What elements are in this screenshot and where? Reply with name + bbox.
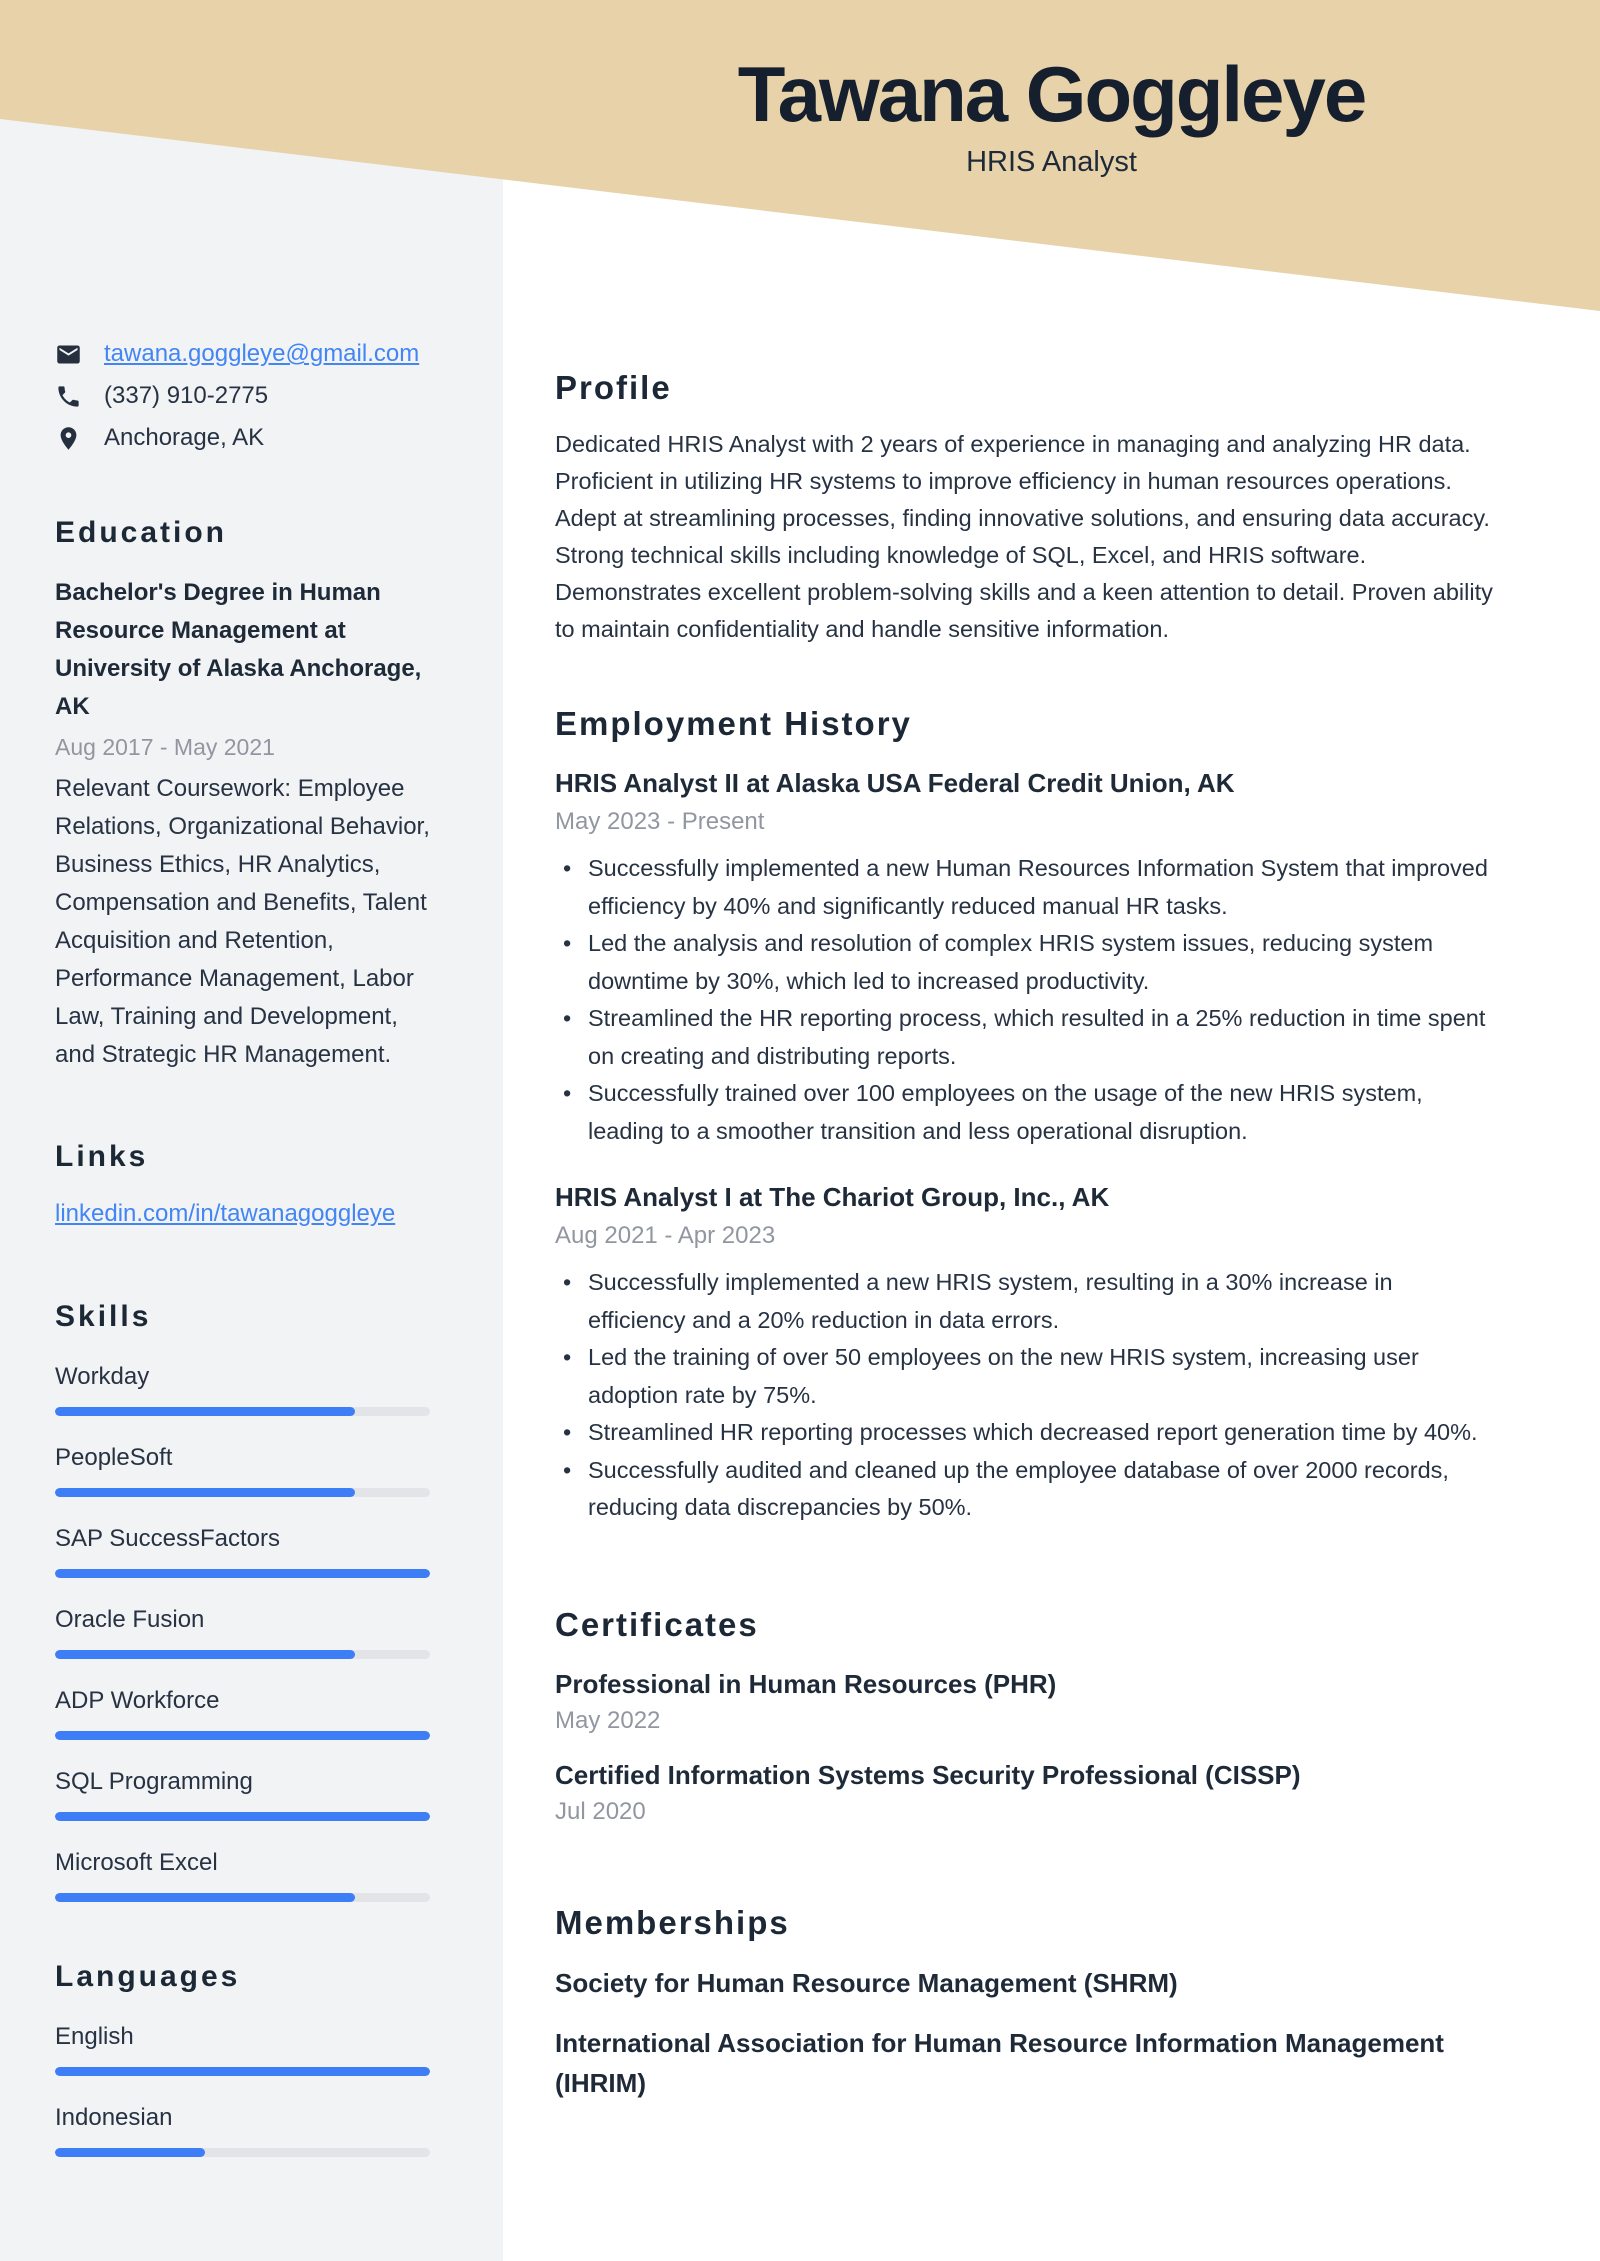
language-item: English <box>55 2022 430 2076</box>
phone-number: (337) 910-2775 <box>104 382 269 409</box>
profile-heading: Profile <box>555 369 672 406</box>
languages-heading: Languages <box>55 1960 241 1993</box>
job-bullets <box>555 850 1496 1150</box>
job-bullet: • Led the analysis and resolution of complex HRIS system issues, reducing system downtime by 30%, which led to increased productivity. <box>555 925 1496 1000</box>
job-bullet: • Streamlined the HR reporting process, which resulted in a 25% reduction in time spent on creating and distributing reports. <box>555 1000 1496 1075</box>
language-bar-fill <box>55 2148 205 2157</box>
skill-item: SAP SuccessFactors <box>55 1524 430 1578</box>
education-coursework: Relevant Coursework: Employee Relations, Organizational Behavior, Business Ethics, HR Analytics, Compensation and Benefits, Talent Acquisition and Retention, Performance Management, Labor Law, Training and Development, and Strategic HR Management. <box>55 775 430 1068</box>
skill-bar-fill <box>55 1893 355 1902</box>
job-bullet: • Successfully implemented a new Human Resources Information System that improved efficiency by 40% and significantly reduced manual HR tasks. <box>555 850 1496 925</box>
membership-item: International Association for Human Resource Information Management (IHRIM) <box>555 2027 1444 2098</box>
skill-bar-track <box>55 1812 430 1821</box>
degree-title: Bachelor's Degree in Human Resource Management at University of Alaska Anchorage, AK <box>55 579 422 720</box>
certificate-item: Certified Information Systems Security Professional (CISSP) Jul 2020 <box>555 1759 1301 1825</box>
language-item: Indonesian <box>55 2103 430 2157</box>
skill-bar-track <box>55 1407 430 1416</box>
job-bullet: • Successfully audited and cleaned up the employee database of over 2000 records, reducing data discrepancies by 50%. <box>555 1452 1496 1527</box>
education-section <box>55 516 430 1074</box>
skill-bar-track <box>55 1488 430 1497</box>
profile-text: Dedicated HRIS Analyst with 2 years of experience in managing and analyzing HR data. Proficient in utilizing HR systems to improve efficiency in human resources operations. Adept at streamlining processes, finding innovative solutions, and ensuring data accuracy. Strong technical skills including knowledge of SQL, Excel, and HRIS software. Demonstrates excellent problem-solving skills and a keen attention to detail. Proven ability to maintain confidentiality and handle sensitive information. <box>555 431 1493 642</box>
skills-heading: Skills <box>55 1300 152 1333</box>
job-bullet: • Successfully trained over 100 employees on the usage of the new HRIS system, leading to a smoother transition and less operational disruption. <box>555 1075 1496 1150</box>
job-entry <box>555 766 1496 1150</box>
job-bullet: • Streamlined HR reporting processes which decreased report generation time by 40%. <box>555 1414 1496 1452</box>
employment-heading: Employment History <box>555 705 912 742</box>
sidebar <box>0 0 503 2184</box>
job-bullet: • Led the training of over 50 employees on the new HRIS system, increasing user adoption rate by 75%. <box>555 1339 1496 1414</box>
skill-bar-track <box>55 1650 430 1659</box>
location-text: Anchorage, AK <box>104 424 265 451</box>
skill-bar-fill <box>55 1407 355 1416</box>
job-bullet: • Successfully implemented a new HRIS system, resulting in a 30% increase in efficiency and a 20% reduction in data errors. <box>555 1264 1496 1339</box>
contact-block <box>55 340 430 452</box>
certificate-item: Professional in Human Resources (PHR) May 2022 <box>555 1668 1057 1734</box>
education-heading: Education <box>55 516 228 549</box>
skill-bar-track <box>55 1893 430 1902</box>
links-heading: Links <box>55 1140 149 1173</box>
job-title: HRIS Analyst II at Alaska USA Federal Credit Union, AK <box>555 768 1235 798</box>
job-dates: May 2023 - Present <box>555 808 765 835</box>
job-entry <box>555 1180 1496 1527</box>
linkedin-link[interactable]: linkedin.com/in/tawanagoggleye <box>55 1200 396 1227</box>
skill-item: PeopleSoft <box>55 1443 430 1497</box>
skill-item: Workday <box>55 1362 430 1416</box>
mail-icon <box>55 341 82 368</box>
skill-bar-fill <box>55 1569 430 1578</box>
language-bar-fill <box>55 2067 430 2076</box>
skill-bar-fill <box>55 1650 355 1659</box>
profile-section <box>555 368 1496 648</box>
skills-section <box>55 1300 430 1902</box>
membership-item: Society for Human Resource Management (SHRM) <box>555 1967 1178 1998</box>
main-column <box>503 0 1600 2103</box>
skill-bar-fill <box>55 1731 430 1740</box>
language-bar-track <box>55 2148 430 2157</box>
skill-bar-track <box>55 1569 430 1578</box>
certificates-heading: Certificates <box>555 1605 759 1643</box>
employment-section <box>555 704 1496 1527</box>
person-job-title: HRIS Analyst <box>966 145 1137 178</box>
contact-email-row <box>55 340 430 368</box>
skill-bar-fill <box>55 1812 430 1821</box>
email-link[interactable]: tawana.goggleye@gmail.com <box>104 340 420 367</box>
skill-item: SQL Programming <box>55 1767 430 1821</box>
job-bullets <box>555 1264 1496 1527</box>
job-title: HRIS Analyst I at The Chariot Group, Inc., AK <box>555 1182 1110 1212</box>
memberships-heading: Memberships <box>555 1903 790 1941</box>
skill-list <box>55 1362 430 1902</box>
language-list <box>55 2022 430 2157</box>
languages-section <box>55 1960 430 2157</box>
skill-item: Microsoft Excel <box>55 1848 430 1902</box>
links-section <box>55 1140 430 1228</box>
memberships-section <box>555 1903 1496 2103</box>
person-name: Tawana Goggleye <box>737 50 1366 138</box>
skill-item: ADP Workforce <box>55 1686 430 1740</box>
contact-location-row <box>55 424 430 452</box>
contact-phone-row <box>55 382 430 410</box>
skill-item: Oracle Fusion <box>55 1605 430 1659</box>
language-bar-track <box>55 2067 430 2076</box>
skill-bar-fill <box>55 1488 355 1497</box>
phone-icon <box>55 383 82 410</box>
job-dates: Aug 2021 - Apr 2023 <box>555 1222 776 1249</box>
location-icon <box>55 425 82 452</box>
certificates-section <box>555 1605 1496 1827</box>
skill-bar-track <box>55 1731 430 1740</box>
education-dates: Aug 2017 - May 2021 <box>55 734 275 760</box>
